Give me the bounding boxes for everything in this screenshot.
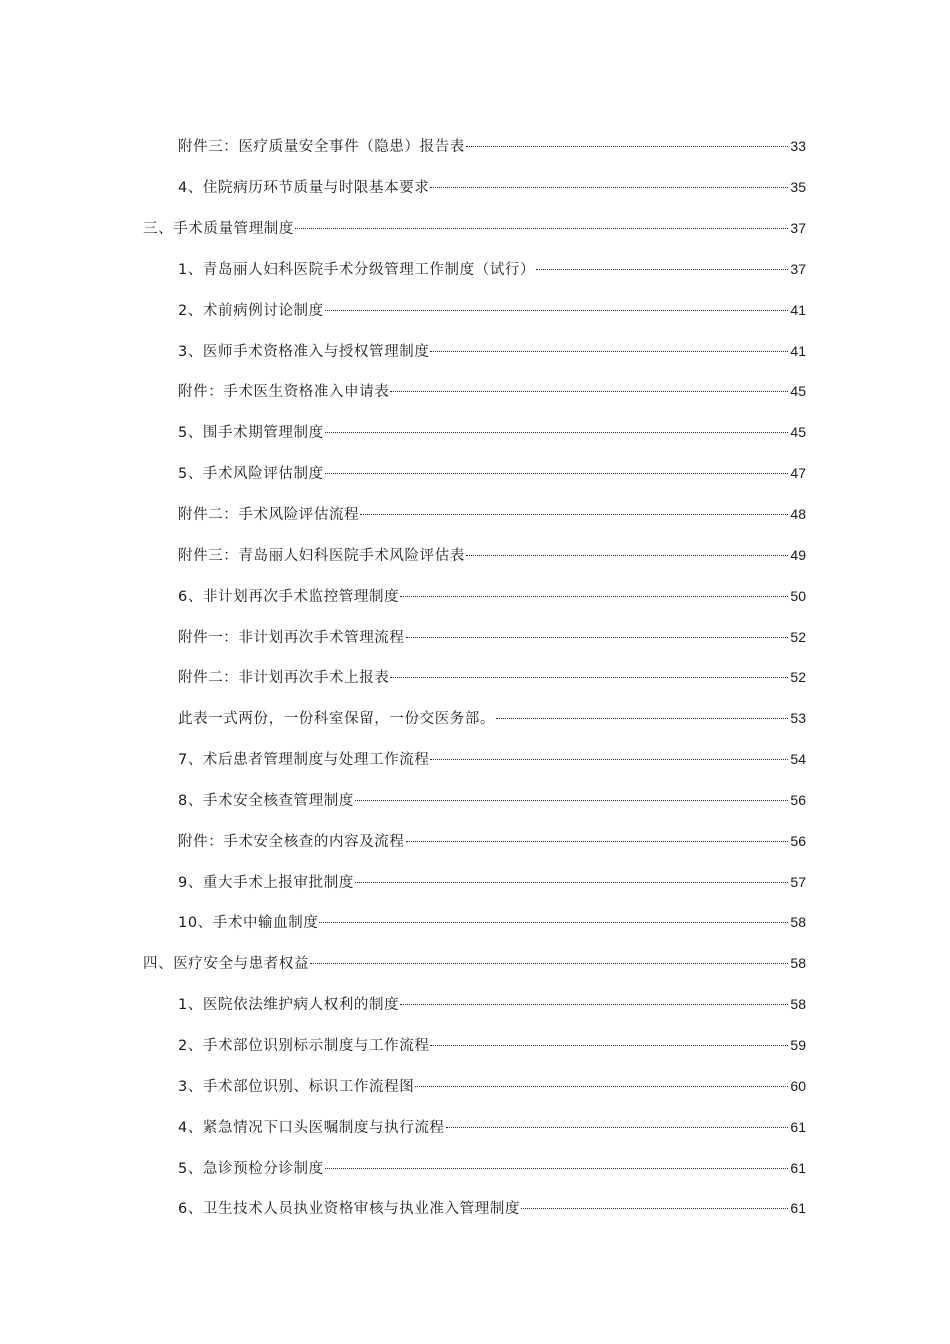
toc-entry[interactable] bbox=[0, 369, 950, 410]
toc-entry-title: 1、医院依法维护病人权利的制度 bbox=[178, 997, 400, 1014]
toc-dot-leader bbox=[390, 659, 788, 678]
toc-entry-title: 附件三：医疗质量安全事件（隐患）报告表 bbox=[178, 139, 465, 156]
toc-entry-page: 61 bbox=[790, 1200, 806, 1217]
toc-entry-page: 54 bbox=[790, 751, 806, 768]
toc-dot-leader bbox=[466, 537, 788, 556]
toc-entry-page: 58 bbox=[790, 955, 806, 972]
toc-entry-page: 33 bbox=[790, 138, 806, 155]
toc-entry-page: 45 bbox=[790, 424, 806, 441]
toc-entry-title: 三、手术质量管理制度 bbox=[143, 221, 294, 238]
toc-entry[interactable] bbox=[0, 532, 950, 573]
toc-dot-leader bbox=[390, 373, 788, 392]
toc-entry-title: 5、急诊预检分诊制度 bbox=[178, 1160, 324, 1177]
toc-entry-page: 60 bbox=[790, 1077, 806, 1094]
toc-entry[interactable] bbox=[0, 655, 950, 696]
toc-entry[interactable] bbox=[0, 410, 950, 451]
toc-entry-title: 6、卫生技术人员执业资格审核与执业准入管理制度 bbox=[178, 1201, 521, 1218]
toc-entry[interactable] bbox=[0, 900, 950, 941]
toc-entry-page: 41 bbox=[790, 301, 806, 318]
toc-entry-page: 57 bbox=[790, 873, 806, 890]
toc-dot-leader bbox=[400, 578, 788, 597]
toc-dot-leader bbox=[355, 864, 788, 883]
toc-section-heading[interactable] bbox=[0, 206, 950, 247]
toc-dot-leader bbox=[355, 782, 788, 801]
toc-entry-page: 50 bbox=[790, 587, 806, 604]
toc-dot-leader bbox=[521, 1190, 788, 1209]
toc-entry[interactable] bbox=[0, 451, 950, 492]
toc-dot-leader bbox=[466, 128, 788, 147]
toc-entry-title: 附件三：青岛丽人妇科医院手术风险评估表 bbox=[178, 547, 465, 564]
toc-entry-title: 3、医师手术资格准入与授权管理制度 bbox=[178, 343, 430, 360]
toc-dot-leader bbox=[536, 251, 788, 270]
toc-entry[interactable] bbox=[0, 1023, 950, 1064]
toc-entry-title: 附件二：手术风险评估流程 bbox=[178, 507, 360, 524]
toc-entry-title: 1、青岛丽人妇科医院手术分级管理工作制度（试行） bbox=[178, 261, 536, 278]
toc-entry-page: 61 bbox=[790, 1159, 806, 1176]
toc-entry-page: 56 bbox=[790, 832, 806, 849]
toc-entry[interactable] bbox=[0, 1145, 950, 1186]
toc-entry-page: 37 bbox=[790, 260, 806, 277]
toc-entry-title: 10、手术中输血制度 bbox=[178, 915, 319, 932]
toc-dot-leader bbox=[430, 741, 788, 760]
toc-entry[interactable] bbox=[0, 1104, 950, 1145]
toc-dot-leader bbox=[325, 292, 788, 311]
toc-dot-leader bbox=[496, 700, 788, 719]
toc-entry-page: 35 bbox=[790, 179, 806, 196]
toc-entry-title: 4、紧急情况下口头医嘱制度与执行流程 bbox=[178, 1119, 445, 1136]
toc-entry-page: 58 bbox=[790, 996, 806, 1013]
toc-entry-title: 9、重大手术上报审批制度 bbox=[178, 874, 354, 891]
toc-entry-title: 附件：手术安全核查的内容及流程 bbox=[178, 833, 405, 850]
toc-entry[interactable] bbox=[0, 328, 950, 369]
toc-entry[interactable] bbox=[0, 165, 950, 206]
toc-entry-page: 49 bbox=[790, 546, 806, 563]
toc-dot-leader bbox=[406, 823, 789, 842]
toc-entry-title: 2、手术部位识别标示制度与工作流程 bbox=[178, 1037, 430, 1054]
toc-entry[interactable] bbox=[0, 778, 950, 819]
toc-entry-title: 2、术前病例讨论制度 bbox=[178, 302, 324, 319]
table-of-contents bbox=[0, 124, 950, 1227]
toc-entry-page: 52 bbox=[790, 628, 806, 645]
toc-dot-leader bbox=[360, 496, 788, 515]
toc-entry-title: 附件一：非计划再次手术管理流程 bbox=[178, 629, 405, 646]
toc-entry[interactable] bbox=[0, 1063, 950, 1104]
toc-entry-page: 59 bbox=[790, 1036, 806, 1053]
toc-entry[interactable] bbox=[0, 1186, 950, 1227]
toc-entry-page: 45 bbox=[790, 383, 806, 400]
toc-entry-page: 53 bbox=[790, 710, 806, 727]
toc-entry[interactable] bbox=[0, 859, 950, 900]
toc-entry[interactable] bbox=[0, 573, 950, 614]
toc-dot-leader bbox=[295, 210, 788, 229]
toc-entry-title: 7、术后患者管理制度与处理工作流程 bbox=[178, 752, 430, 769]
toc-entry-page: 58 bbox=[790, 914, 806, 931]
toc-dot-leader bbox=[415, 1068, 788, 1087]
toc-dot-leader bbox=[400, 986, 788, 1005]
toc-entry-title: 附件：手术医生资格准入申请表 bbox=[178, 384, 390, 401]
toc-entry-title: 8、手术安全核查管理制度 bbox=[178, 792, 354, 809]
toc-dot-leader bbox=[406, 619, 789, 638]
toc-dot-leader bbox=[446, 1109, 788, 1128]
toc-entry-title: 3、手术部位识别、标识工作流程图 bbox=[178, 1078, 415, 1095]
toc-entry[interactable] bbox=[0, 614, 950, 655]
toc-dot-leader bbox=[319, 904, 788, 923]
toc-entry-title: 四、医疗安全与患者权益 bbox=[143, 956, 310, 973]
toc-entry-title: 5、围手术期管理制度 bbox=[178, 425, 324, 442]
toc-entry[interactable] bbox=[0, 737, 950, 778]
toc-entry-title: 6、非计划再次手术监控管理制度 bbox=[178, 588, 400, 605]
toc-dot-leader bbox=[325, 414, 788, 433]
toc-entry-page: 61 bbox=[790, 1118, 806, 1135]
toc-entry-title: 5、手术风险评估制度 bbox=[178, 466, 324, 483]
toc-entry-title: 附件二：非计划再次手术上报表 bbox=[178, 670, 390, 687]
toc-dot-leader bbox=[430, 1027, 788, 1046]
toc-entry-page: 56 bbox=[790, 791, 806, 808]
toc-entry-page: 41 bbox=[790, 342, 806, 359]
toc-dot-leader bbox=[430, 333, 788, 352]
toc-entry[interactable] bbox=[0, 247, 950, 288]
toc-dot-leader bbox=[325, 1150, 788, 1169]
toc-entry-page: 37 bbox=[790, 220, 806, 237]
toc-dot-leader bbox=[430, 169, 788, 188]
toc-entry-title: 4、住院病历环节质量与时限基本要求 bbox=[178, 180, 430, 197]
toc-entry[interactable] bbox=[0, 124, 950, 165]
toc-entry[interactable] bbox=[0, 818, 950, 859]
toc-entry-page: 52 bbox=[790, 669, 806, 686]
toc-entry[interactable] bbox=[0, 287, 950, 328]
toc-entry[interactable] bbox=[0, 982, 950, 1023]
toc-dot-leader bbox=[310, 945, 788, 964]
toc-entry[interactable] bbox=[0, 492, 950, 533]
toc-section-heading[interactable] bbox=[0, 941, 950, 982]
toc-dot-leader bbox=[325, 455, 788, 474]
toc-entry[interactable] bbox=[0, 696, 950, 737]
toc-entry-page: 48 bbox=[790, 506, 806, 523]
toc-entry-page: 47 bbox=[790, 465, 806, 482]
toc-entry-title: 此表一式两份，一份科室保留，一份交医务部。 bbox=[178, 711, 496, 728]
